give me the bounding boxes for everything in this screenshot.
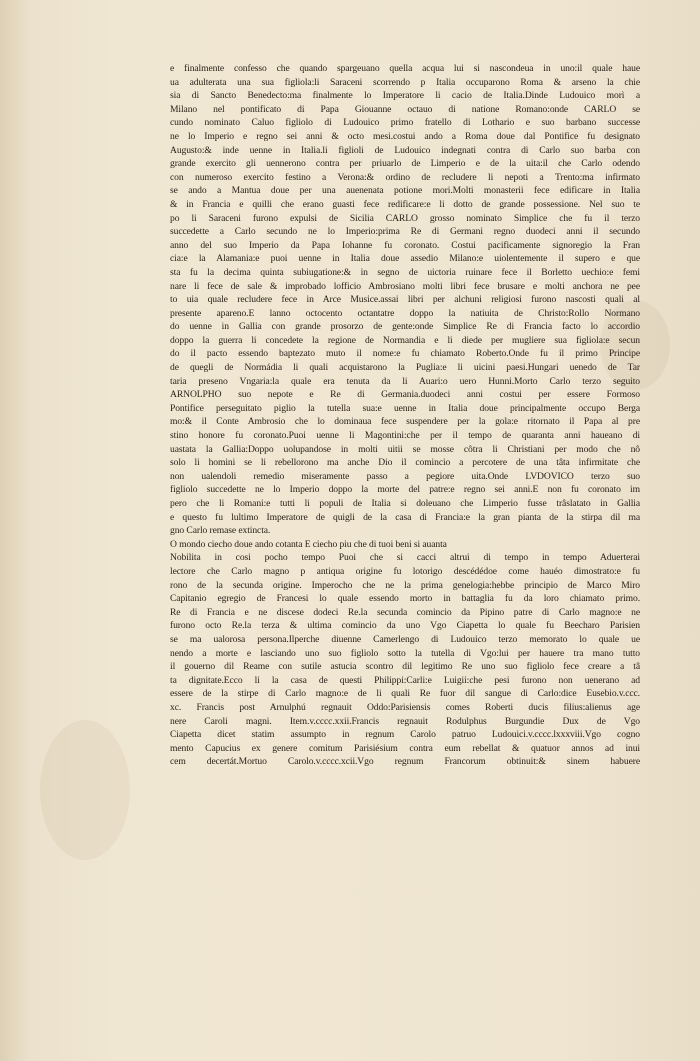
text-line: stino honore fu coronato.Puoi uenne li Magontini:che per il tempo de quaranta anni haueano di bbox=[170, 430, 640, 442]
text-line: anno del suo Imperio da Papa Iohanne fu coronato. Costui pacificamente signoregio la Fran bbox=[170, 239, 640, 251]
text-line: grande exercito gli uennerono contra per priuarlo de Limperio e de la uita:il che Carlo odendo bbox=[170, 158, 640, 170]
text-line: mento Capucius ex genere comitum Parisiésium contra eum rebellat & quatuor annos ad inui bbox=[170, 742, 640, 754]
text-line: ne lo Imperio e regno sei anni & octo mesi.costui ando a Roma doue dal Pontifice fu designato bbox=[170, 130, 640, 142]
text-line: to uia quale recludere fece in Arce Musice.assai libri per alchuni religiosi furono nascosti quali al bbox=[170, 294, 640, 306]
text-line: do uenne in Gallia con grande prosorzo de gente:onde Simplice Re di Francia facto lo accordio bbox=[170, 321, 640, 333]
text-line: sia di Sancto Benedecto:ma finalmente lo Imperatore li cacio de Italia.Dinde Ludouico morì a bbox=[170, 90, 640, 102]
text-line: taria preseno Vngaria:la quale era tenuta da li Auari:o uero Hunni.Morto Carlo terzo seguito bbox=[170, 375, 640, 387]
text-line: nere Caroli magni. Item.v.cccc.xxii.Francis regnauit Rodulphus Burgundie Dux de Vgo bbox=[170, 715, 640, 727]
text-line: nare li fece de sale & improbado lofficio Ambrosiano molti libri fece brusare e molti anchora ne pee bbox=[170, 280, 640, 292]
text-line: do il pacto essendo baptezato muto il nome:e fu chiamato Roberto.Onde fu il primo Principe bbox=[170, 348, 640, 360]
text-line: cundo nominato Caluo figliolo di Ludouico primo fratello di Lothario e suo barbano successe bbox=[170, 117, 640, 129]
text-line: il gouerno dil Reame con sutile astucia scontro dil legitimo Re uno suo figliolo fece creare a tâ bbox=[170, 661, 640, 673]
text-line: rono de la secunda origine. Imperocho che ne la prima genelogia:hebbe principio de Marco Miro bbox=[170, 579, 640, 591]
text-line: uastata la Gallia:Doppo uolupandose in molti uitii se mosse côtra li Christiani per modo che nô bbox=[170, 443, 640, 455]
text-line: e questo fu lultimo Imperatore de quigli de la casa di Francia:e la gran pianta de la stirpa dil ma bbox=[170, 511, 640, 523]
text-line: Pontifice perseguitato piglio la tutella sua:e uenne in Italia doue principalmente occupo Berga bbox=[170, 402, 640, 414]
text-line: de quegli de Normádia li quali acquistarono la Puglia:e li uicini paesi.Hungari uenedo de Tar bbox=[170, 362, 640, 374]
text-line: xc. Francis post Arnulphú regnauit Oddo:Parisiensis comes Roberti ducis filius:alienus age bbox=[170, 701, 640, 713]
text-line: solo li homini se li rebellorono ma anche Dio il comincio a percotere de una tâta infirmitate che bbox=[170, 457, 640, 469]
text-line: mo:& il Conte Ambrosio che lo dominaua fece suspendere per la gola:e ritornato il Papa al pre bbox=[170, 416, 640, 428]
text-column bbox=[170, 62, 640, 769]
text-line: Capitanio egregio de Francesi lo quale essendo morto in battaglia fu da loro chiamato primo. bbox=[170, 593, 640, 605]
text-line: e finalmente confesso che quando spargeuano quella acqua lui si nascondeua in uno:il quale haue bbox=[170, 63, 640, 74]
text-line: ARNOLPHO suo nepote e Re di Germania.duodeci anni costui per essere Formoso bbox=[170, 389, 640, 401]
text-line: Re di Francia e ne discese dodeci Re.la secunda comincio da Pipino patre di Carlo magno:e ne bbox=[170, 606, 640, 618]
text-line: presente apareno.E lanno octocento octantatre doppo la natiuita de Christo:Rollo Normano bbox=[170, 307, 640, 319]
text-line: doppo la guerra li concedete la regione de Normandia e li diede per mugliere sua figliola:e secun bbox=[170, 334, 640, 346]
text-line: non ualendoli remedio miseramente passo a pegiore uita.Onde LVDOVICO terzo suo bbox=[170, 470, 640, 482]
text-line: O mondo ciecho doue ando cotanta E ciecho piu che di tuoi beni si auanta bbox=[170, 538, 447, 550]
text-line: se ma ualorosa persona.Ilperche diuenne Camerlengo di Ludouico terzo memorato lo quale ue bbox=[170, 633, 640, 645]
text-line: figliolo succedette ne lo Imperio doppo la morte del patre:e regno sei anni.E non fu coronato im bbox=[170, 484, 640, 496]
text-line: furono octo Re.la terza & ultima comincio da uno Vgo Ciapetta lo quale fu Beecharo Parisien bbox=[170, 620, 640, 632]
text-line: ta dignitate.Ecco li la casa de questi Philippi:Carli:e Luigii:che pesi furono non uenerano ad bbox=[170, 674, 640, 686]
text-line: pero che li Romani:e tutti li populi de Italia si doleuano che Limperio fusse trâslatato in Gallia bbox=[170, 498, 640, 509]
text-line: se ando a Mantua doue per una auenenata potione mori.Molti monasterii fece edificare in Italia bbox=[170, 185, 640, 197]
text-line: Ciapetta dicet statim assumpto in regnum Carolo patruo Ludouici.v.cccc.lxxxviii.Vgo cogno bbox=[170, 729, 640, 741]
text-line: con numeroso exercito festino a Verona:& ordino de recludere li nepoti a Trento:ma infirmato bbox=[170, 171, 640, 183]
text-line: lectore che Carlo magno p antiqua origine fu lotorigo descédédoe come hauéo dimostrato:e fu bbox=[170, 565, 640, 577]
text-line: cem decertát.Mortuo Carolo.v.cccc.xcii.Vgo regnum Francorum obtinuit:& sinem habuere bbox=[170, 756, 640, 768]
text-line: sta fu la decima quinta subiugatione:& in segno de uictoria ruinare fece il Borletto uechio:e femi bbox=[170, 266, 640, 278]
text-line: succedette a Carlo secundo ne lo Imperio:prima Re di Germani regno duodeci anni il secundo bbox=[170, 226, 640, 238]
text-line: & in Francia e quilli che erano guasti fece redificare:e li dotto de grande possessione. Nel suo te bbox=[170, 198, 640, 210]
text-line: Augusto:& inde uenne in Italia.li figlioli de Ludouico indegnati contra di Carlo suo barba con bbox=[170, 144, 640, 156]
text-line: Nobilita in cosi pocho tempo Puoi che si cacci altrui di tempo in tempo Aduerterai bbox=[170, 552, 640, 564]
text-line: cia:e la Alamania:e puoi uenne in Italia doue assedio Milano:e uiolentemente il supero e que bbox=[170, 253, 640, 265]
paper-stain bbox=[40, 720, 130, 860]
text-line: gno Carlo remase extincta. bbox=[170, 525, 271, 537]
text-line: ua adulterata una sua figliola:li Saraceni scorrendo p Italia occuparono Roma & arseno la chie bbox=[170, 76, 640, 88]
text-line: nendo a morte e lasciando uno suo figliolo sotto la tutella di Vgo:lui per hauere tra mano tutto bbox=[170, 647, 640, 659]
text-line: Milano nel pontificato di Papa Giouanne octauo di natione Romano:onde CARLO se bbox=[170, 103, 640, 115]
text-line: essere de la stirpe di Carlo magno:e de li quali Re fuor dil sangue di Carlo:dice Eusebio.v.ccc. bbox=[170, 688, 640, 700]
text-line: po li Saraceni furono expulsi de Sicilia CARLO grosso nominato Simplice che fu il terzo bbox=[170, 212, 640, 224]
